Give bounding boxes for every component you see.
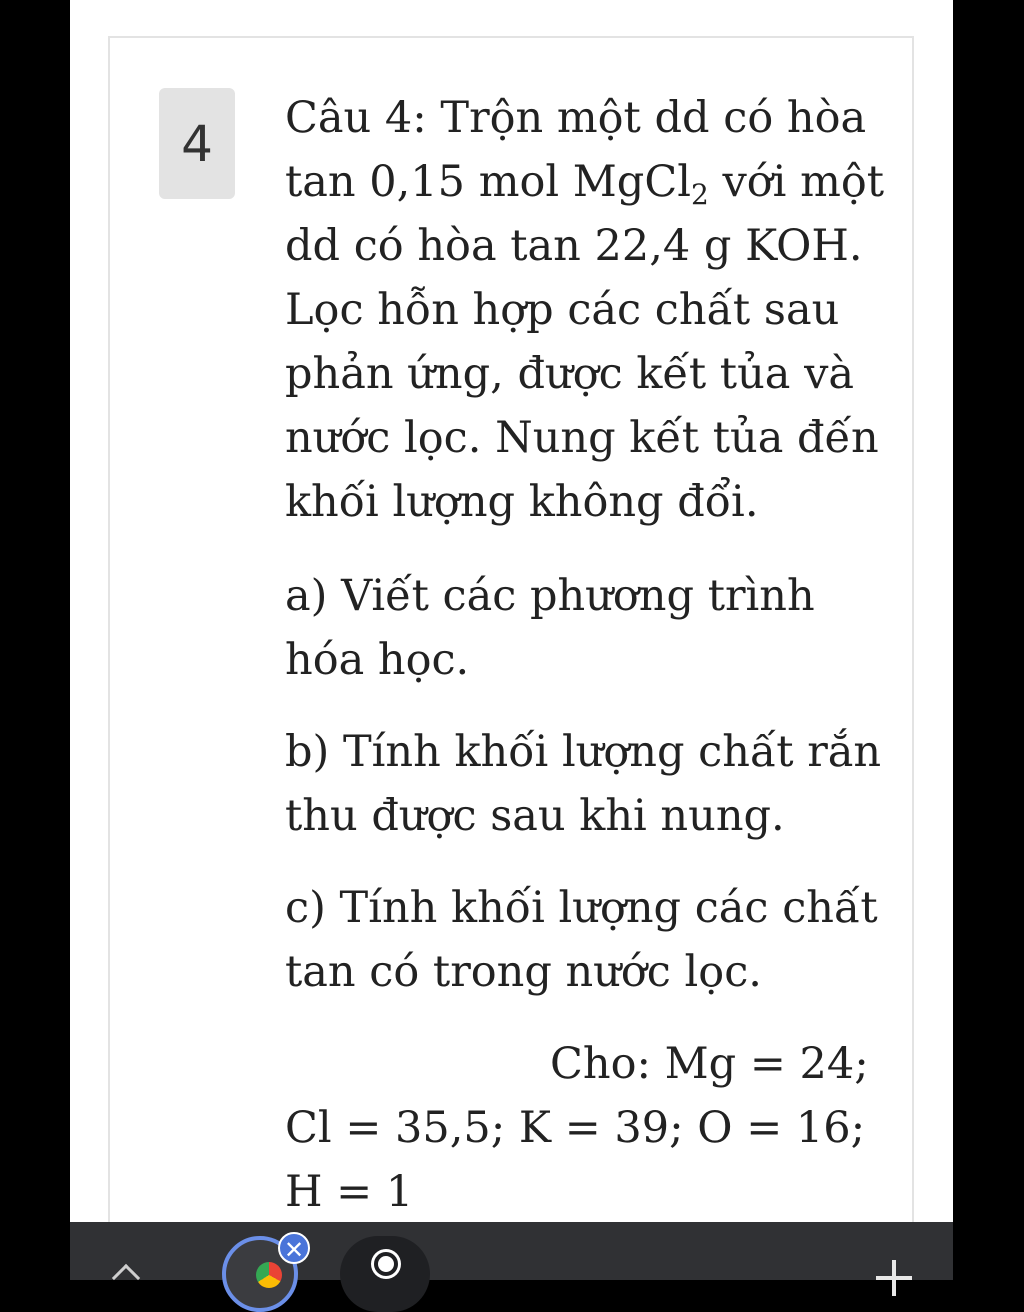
app-logo-icon <box>256 1262 282 1288</box>
plus-icon[interactable] <box>876 1260 912 1296</box>
question-part-b: b) Tính khối lượng chất rắn thu được sau khi nung. <box>285 727 882 841</box>
question-part-a: a) Viết các phương trình hóa học. <box>285 571 815 685</box>
question-part-c: c) Tính khối lượng các chất tan có trong nước lọc. <box>285 883 878 997</box>
close-icon[interactable]: ✕ <box>278 1232 310 1264</box>
question-text-part-1: Câu 4: Trộn một dd có hòa tan 0,15 mol MgCl <box>285 93 867 207</box>
assistant-bubble-icon[interactable] <box>340 1236 430 1312</box>
question-subscript: 2 <box>690 178 709 211</box>
question-text <box>285 86 885 534</box>
bottom-bar <box>70 1222 953 1280</box>
question-number: 4 <box>181 114 213 173</box>
assistant-logo-icon <box>374 1252 398 1276</box>
question-number-badge <box>159 88 235 199</box>
given-values-line-1: Cho: Mg = 24; <box>550 1039 869 1089</box>
page-screen <box>70 0 953 1280</box>
question-content <box>285 86 885 1224</box>
question-text-part-2: với một dd có hòa tan 22,4 g KOH. Lọc hỗn hợp các chất sau phản ứng, được kết tủa và nước lọc. Nung kết tủa đến khối lượng không đổi. <box>285 157 885 527</box>
given-values-line-2: Cl = 35,5; K = 39; O = 16; H = 1 <box>285 1103 866 1217</box>
chevron-up-icon[interactable] <box>112 1264 140 1292</box>
